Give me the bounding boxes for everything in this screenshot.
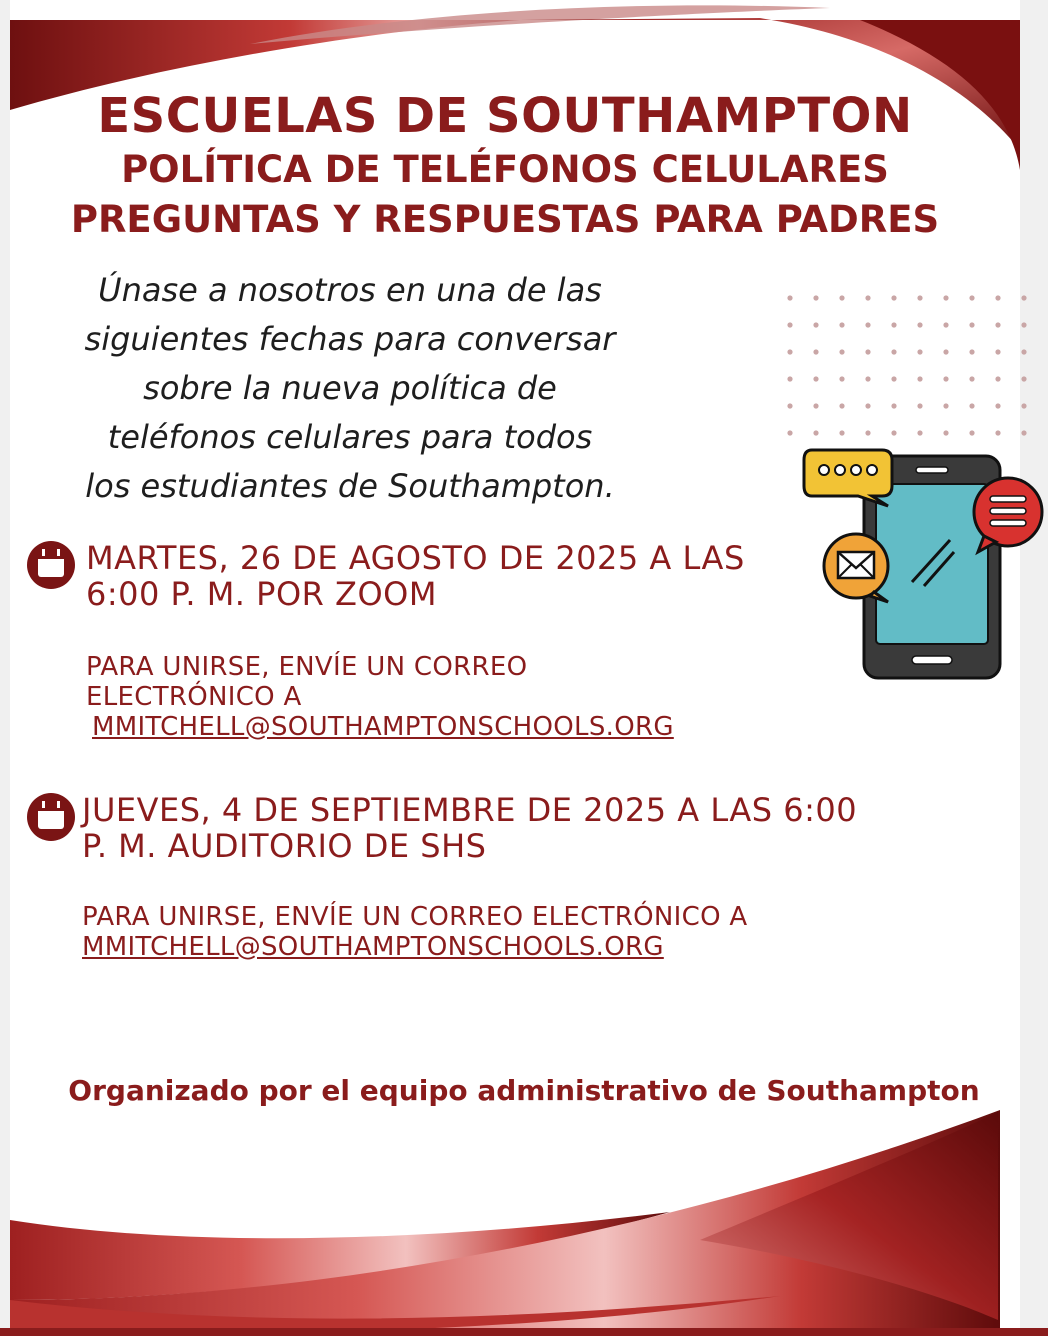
decorative-dot [813,376,818,381]
intro-line: Únase a nosotros en una de las [98,271,602,309]
decorative-dot [943,349,948,354]
decorative-dot [891,349,896,354]
decorative-dot [839,430,844,435]
decorative-dot [1021,349,1026,354]
decorative-dot [1021,322,1026,327]
decorative-dot [839,295,844,300]
decorative-dot [917,322,922,327]
calendar-icon [26,792,76,842]
decorative-dot [995,376,1000,381]
decorative-dot [969,322,974,327]
intro-line: siguientes fechas para conversar [84,320,616,358]
decorative-dot [839,322,844,327]
email-link[interactable]: MMITCHELL@SOUTHAMPTONSCHOOLS.ORG [82,932,664,962]
join-line: ELECTRÓNICO A [86,682,302,712]
decorative-dot [943,403,948,408]
join-instructions [86,652,966,742]
decorative-dot [891,295,896,300]
decorative-dot [995,322,1000,327]
decorative-dot [995,430,1000,435]
decorative-dot [995,349,1000,354]
join-line: PARA UNIRSE, ENVÍE UN CORREO [86,652,528,682]
intro-line: teléfonos celulares para todos [107,418,593,456]
decorative-dot [995,403,1000,408]
decorative-dot [943,376,948,381]
message-list-icon [974,478,1042,552]
decorative-dot [787,376,792,381]
decorative-dot [787,403,792,408]
decorative-dot [969,403,974,408]
join-line: PARA UNIRSE, ENVÍE UN CORREO ELECTRÓNICO A [82,902,748,932]
decorative-dot [865,403,870,408]
decorative-dot [969,376,974,381]
decorative-dot [839,403,844,408]
dot-pattern [780,288,1030,448]
intro-line: sobre la nueva política de [143,369,557,407]
decorative-dot [917,349,922,354]
event-date-line: JUEVES, 4 DE SEPTIEMBRE DE 2025 A LAS 6:00 [82,791,858,829]
decorative-dot [813,403,818,408]
intro-paragraph [20,266,680,511]
decorative-dot [917,376,922,381]
decorative-dot [865,376,870,381]
event-date-line: MARTES, 26 DE AGOSTO DE 2025 A LAS [86,539,745,577]
organizer-footer: Organizado por el equipo administrativo de Southampton [68,1074,980,1107]
decorative-dot [943,322,948,327]
decorative-dot [787,295,792,300]
decorative-dot [1021,376,1026,381]
decorative-dot [891,376,896,381]
decorative-dot [891,430,896,435]
decorative-dot [943,295,948,300]
decorative-dot [917,295,922,300]
decorative-dot [865,430,870,435]
event-date-line: 6:00 P. M. POR ZOOM [86,575,437,613]
decorative-dot [1021,403,1026,408]
event-date-line: P. M. AUDITORIO DE SHS [82,827,487,865]
intro-line: los estudiantes de Southampton. [85,467,615,505]
policy-subtitle: POLÍTICA DE TELÉFONOS CELULARES [121,148,889,191]
decorative-dot [865,322,870,327]
page-title: ESCUELAS DE SOUTHAMPTON [97,88,913,144]
decorative-dot [943,430,948,435]
decorative-dot [787,322,792,327]
decorative-dot [917,430,922,435]
decorative-dot [813,430,818,435]
decorative-dot [1021,430,1026,435]
decorative-dot [1021,295,1026,300]
decorative-dot [839,376,844,381]
decorative-dot [787,430,792,435]
decorative-dot [813,322,818,327]
join-instructions [82,902,962,962]
decorative-dot [969,295,974,300]
decorative-dot [891,322,896,327]
decorative-dot [865,295,870,300]
decorative-dot [891,403,896,408]
decorative-dot [865,349,870,354]
decorative-dot [969,430,974,435]
event-date [86,540,966,612]
qa-subtitle: PREGUNTAS Y RESPUESTAS PARA PADRES [70,198,940,241]
decorative-dot [969,349,974,354]
calendar-icon [26,540,76,590]
decorative-dot [839,349,844,354]
decorative-dot [995,295,1000,300]
decorative-dot [813,295,818,300]
decorative-dot [917,403,922,408]
decorative-dot [813,349,818,354]
decorative-dot [787,349,792,354]
email-link[interactable]: MMITCHELL@SOUTHAMPTONSCHOOLS.ORG [92,712,674,742]
event-date [82,792,962,864]
